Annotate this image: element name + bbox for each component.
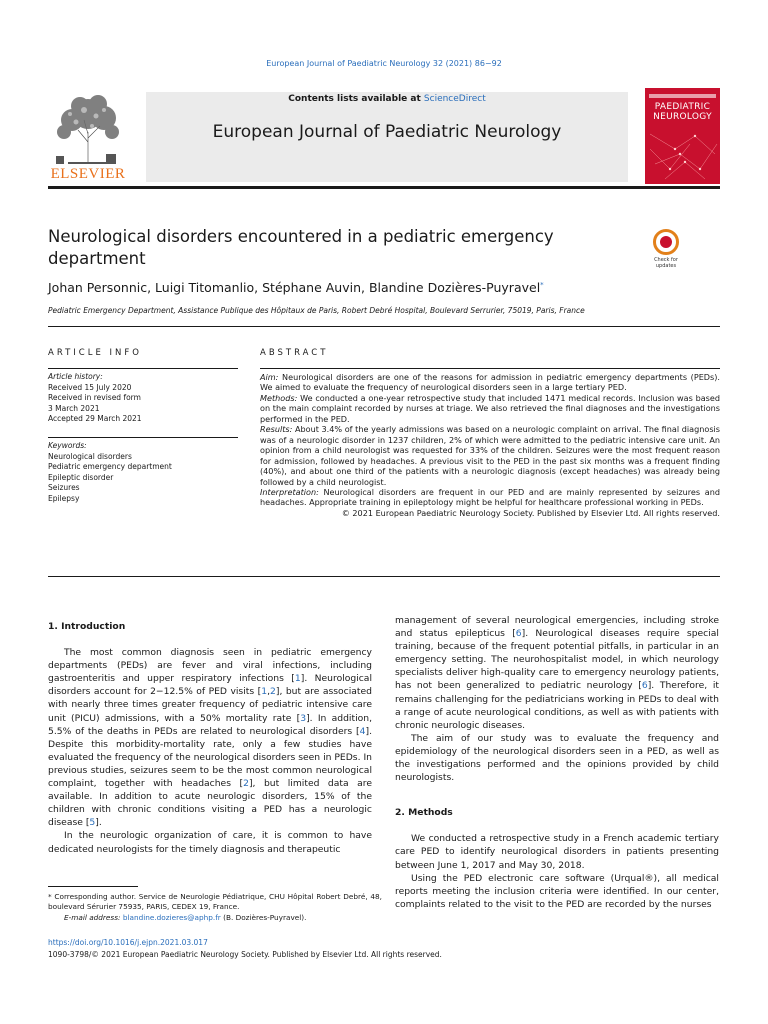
citation-link[interactable]: 1 xyxy=(294,673,301,685)
keywords-label: Keywords: xyxy=(48,441,87,450)
introduction-paragraph: The most common diagnosis seen in pediatric emergency departments (PEDs) are fever and viral infections, including gastroenteritis and upper respiratory infections [1]. Neurological disorders account for 2−12.5% of PED visits [1,2], but are associated with nearly three times greater frequency of pediatric intensive care unit (PICU) admissions, with a 50% mortality rate [3]. In addition, 5.5% of the deaths in PEDs are related to neurological disorders [4]. Despite this morbidity-mortality rate, only a few studies have evaluated the frequency of the neurological disorders seen in PEDs. In previous studies, seizures seem to be the most common neurological complaint, together with headaches [2], but limited data are available. In addition to acute neurologic disorders, 15% of the children with chronic conditions visiting a PED has a neurologic disease [5]. xyxy=(48,647,373,829)
history-item: Received in revised form xyxy=(48,393,141,402)
methods-heading: 2. Methods xyxy=(395,807,453,819)
citation-link[interactable]: 4 xyxy=(359,725,366,737)
keyword-item: Epileptic disorder xyxy=(48,472,114,482)
journal-reference-link[interactable]: European Journal of Paediatric Neurology 32 (2021) 86−92 xyxy=(266,59,502,68)
abstract-rule xyxy=(260,368,720,369)
keywords-block xyxy=(48,441,238,504)
citation-link[interactable]: 6 xyxy=(515,628,522,640)
body-right-column xyxy=(395,614,719,911)
article-title: Neurological disorders encountered in a pediatric emergency department xyxy=(48,227,554,268)
elsevier-wordmark: ELSEVIER xyxy=(50,166,126,182)
article-history xyxy=(48,372,238,425)
sciencedirect-link[interactable]: ScienceDirect xyxy=(423,94,486,104)
journal-cover-image[interactable] xyxy=(645,88,720,184)
introduction-heading: 1. Introduction xyxy=(48,621,126,632)
journal-masthead xyxy=(146,92,628,182)
abstract-heading: ABSTRACT xyxy=(260,348,329,358)
abstract-methods: Methods: We conducted a one-year retrospective study that included 1471 medical records. Inclusion was based on the main complaint recorded by nurses at triage. We also retrieved the final diagnoses and the investigations performed in the PED. xyxy=(260,392,720,424)
authors-rule xyxy=(48,326,720,327)
abstract-copyright: © 2021 European Paediatric Neurology Society. Published by Elsevier Ltd. All rights reserved. xyxy=(341,507,720,518)
abstract-results: Results: About 3.4% of the yearly admissions was based on a neurologic complaint on arrival. The final diagnosis was of a neurologic disorder in 1237 children, 2% of which were admitted to the pediatric intensive care unit. An opinion from a child neurologist was requested for 33% of the children. Seizures were the most frequent reason for admission, followed by headaches. A previous visit to the PED in the past six months was a frequent finding (40%), and about one third of the patients with a neurologic diagnosis (except headaches) was already being followed by a child neurologist. xyxy=(260,424,720,487)
contents-prefix: Contents lists available at xyxy=(288,94,424,104)
abstract-aim: Aim: Neurological disorders are one of the reasons for admission in pediatric emergency departments (PEDs). We aimed to evaluate the frequency of neurological disorders seen in a large tertiary PED. xyxy=(260,372,720,393)
header-rule xyxy=(48,186,720,189)
keyword-item: Pediatric emergency department xyxy=(48,462,172,471)
body-left-column xyxy=(48,620,372,856)
introduction-paragraph: The aim of our study was to evaluate the frequency and epidemiology of the neurological disorders seen in a PED, as well as the investigations performed and the opinions provided by child neurologists. xyxy=(395,732,719,784)
keyword-item: Epilepsy xyxy=(48,493,80,503)
introduction-paragraph: In the neurologic organization of care, it is common to have dedicated neurologists for the timely diagnosis and therapeutic xyxy=(48,830,372,855)
citation-link[interactable]: 2 xyxy=(243,778,249,790)
elsevier-logo[interactable] xyxy=(48,92,128,184)
cover-subtitle-bar xyxy=(649,94,716,98)
methods-paragraph: We conducted a retrospective study in a French academic tertiary care PED to identify neurological disorders in patients presenting between June 1, 2017 and May 30, 2018. xyxy=(395,833,719,871)
footnote-rule xyxy=(48,886,138,887)
cover-artwork xyxy=(645,124,720,184)
history-item: Accepted 29 March 2021 xyxy=(48,414,142,423)
corresponding-author-footnote xyxy=(48,892,382,923)
issn-copyright: 1090-3798/© 2021 European Paediatric Neurology Society. Published by Elsevier Ltd. All rights reserved. xyxy=(48,950,442,959)
cover-title: PAEDIATRIC NEUROLOGY xyxy=(653,102,712,122)
history-item: Received 15 July 2020 xyxy=(48,382,132,392)
introduction-paragraph: management of several neurological emergencies, including stroke and status epilepticus [6]. Neurological diseases require special training, because of the frequent potential pitfalls, in particular in an emergency setting. The neurohospitalist model, in which neurology specialists deliver high-quality care to emergency neurology patients, has not been generalized to pediatric neurology [6]. Therefore, it remains challenging for the pediatricians working in PEDs to deal with a range of acute neurological conditions, as well as with patients with chronic neurologic diseases. xyxy=(395,615,719,731)
abstract-bottom-rule xyxy=(48,576,720,577)
author-affiliation: Pediatric Emergency Department, Assistance Publique des Hôpitaux de Paris, Robert Debré Hospital, Boulevard Serrurier, 75019, Paris, France xyxy=(48,306,585,315)
article-info-rule xyxy=(48,368,238,369)
doi-link[interactable]: https://doi.org/10.1016/j.ejpn.2021.03.017 xyxy=(48,938,208,947)
keyword-item: Seizures xyxy=(48,483,80,492)
authors-text: Johan Personnic, Luigi Titomanlio, Stéphane Auvin, Blandine Dozières-Puyravel xyxy=(48,280,541,295)
article-history-label: Article history: xyxy=(48,372,103,381)
citation-link[interactable]: 1 xyxy=(261,686,268,698)
email-link[interactable]: blandine.dozieres@aphp.fr xyxy=(122,912,221,922)
citation-link[interactable]: 2 xyxy=(270,686,276,698)
keywords-rule xyxy=(48,437,238,438)
keyword-item: Neurological disorders xyxy=(48,451,132,461)
check-updates-label: Check for updates xyxy=(654,257,678,269)
check-for-updates-button[interactable] xyxy=(648,229,684,269)
author-list xyxy=(48,280,688,295)
citation-link[interactable]: 6 xyxy=(641,680,648,692)
article-info-heading: ARTICLE INFO xyxy=(48,348,142,358)
elsevier-tree-icon xyxy=(48,92,128,168)
email-line: E-mail address: blandine.dozieres@aphp.fr (B. Dozières-Puyravel). xyxy=(64,912,307,922)
check-updates-icon xyxy=(653,229,679,255)
history-item: 3 March 2021 xyxy=(48,403,100,413)
citation-link[interactable]: 5 xyxy=(89,817,96,829)
corresponding-author-note: * Corresponding author. Service de Neurologie Pédiatrique, CHU Hôpital Robert Debré, 48, boulevard Sérurier 75935, PARIS, CEDEX 19, France. xyxy=(48,892,382,912)
methods-paragraph: Using the PED electronic care software (Urqual®), all medical reports meeting the inclusion criteria were identified. In our center, complaints related to the visit to the PED are recorded by the nurses xyxy=(395,872,719,910)
citation-link[interactable]: 3 xyxy=(300,712,307,724)
journal-title[interactable]: European Journal of Paediatric Neurology xyxy=(212,122,562,142)
abstract-body xyxy=(260,372,720,518)
contents-line xyxy=(146,94,628,104)
abstract-interpretation: Interpretation: Neurological disorders are frequent in our PED and are mainly represented by seizures and headaches. Appropriate training in epileptology might be helpful for healthcare professional working in PEDs. xyxy=(260,486,720,508)
corresponding-author-mark[interactable]: * xyxy=(540,280,544,289)
